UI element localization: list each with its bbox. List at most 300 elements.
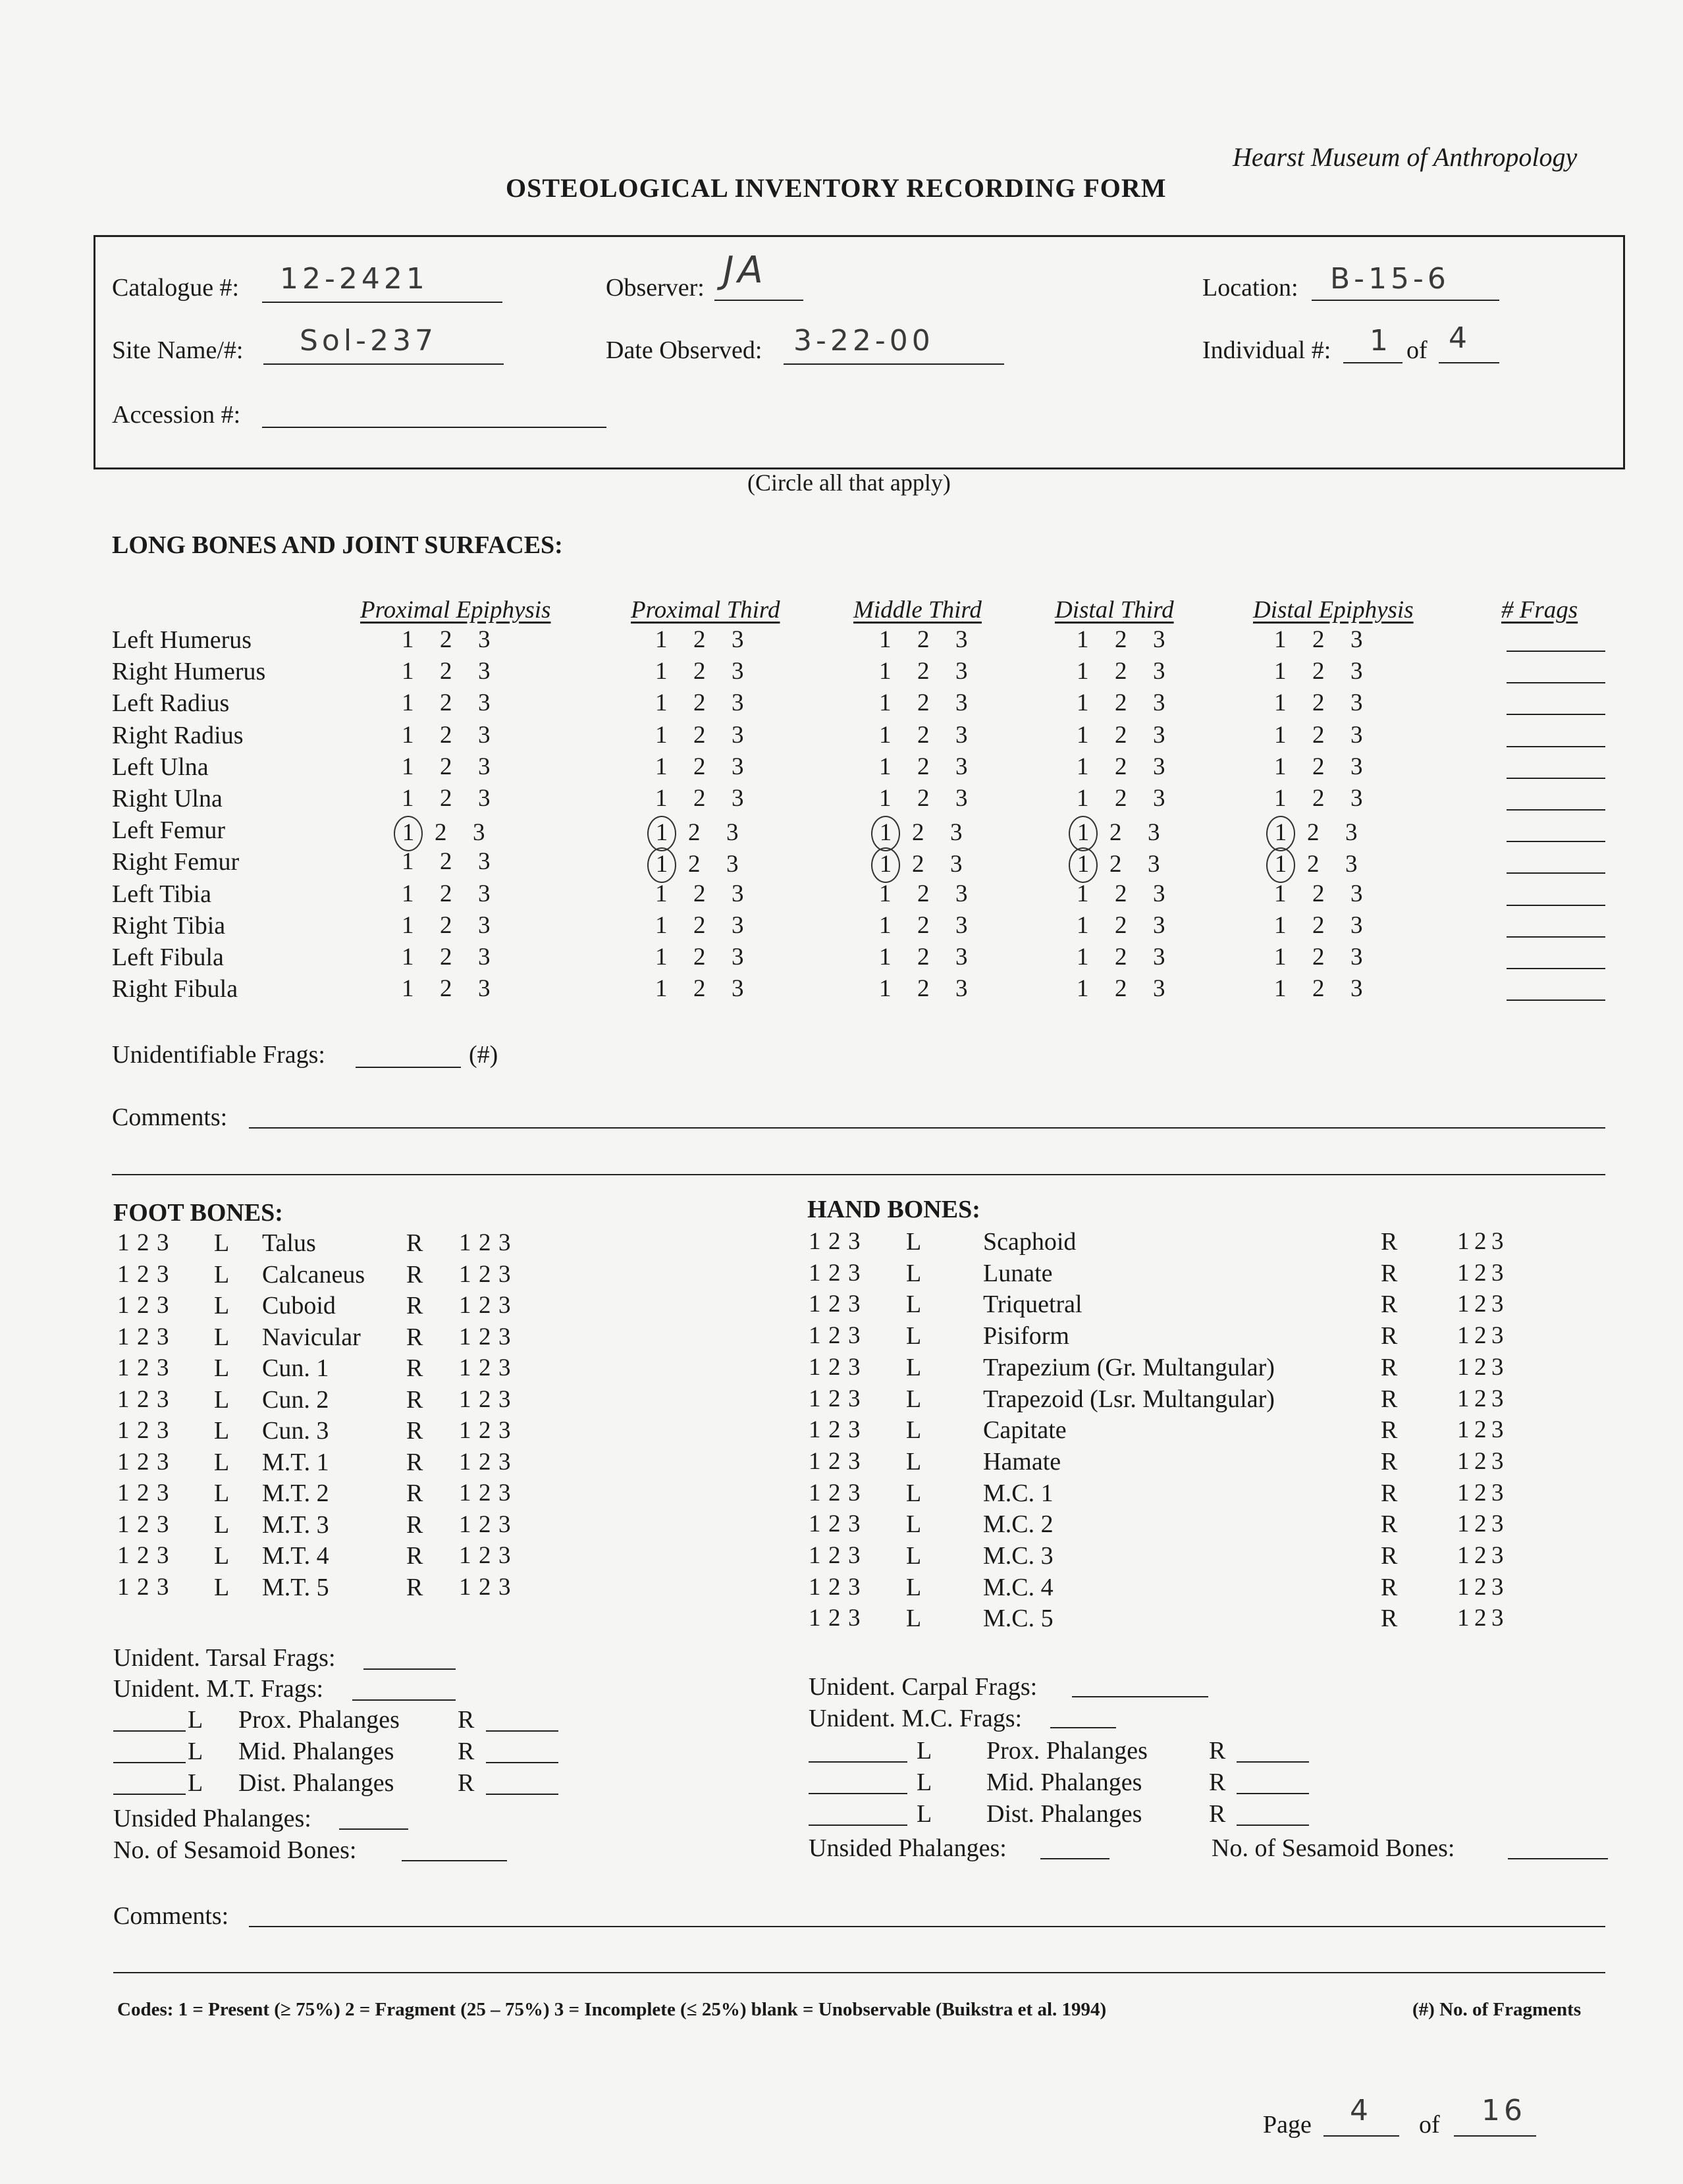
code-1[interactable]: 1 bbox=[655, 911, 668, 939]
code-2[interactable]: 2 bbox=[828, 1605, 841, 1632]
code-1[interactable]: 1 bbox=[459, 1479, 471, 1506]
code-3[interactable]: 3 bbox=[955, 975, 968, 1003]
code-2[interactable]: 2 bbox=[1312, 944, 1325, 971]
code-3[interactable]: 3 bbox=[157, 1510, 169, 1538]
foot-phal-right-field[interactable] bbox=[486, 1762, 558, 1763]
code-3[interactable]: 3 bbox=[1350, 753, 1363, 780]
code-3[interactable]: 3 bbox=[1491, 1510, 1504, 1538]
foot-left-codes[interactable] bbox=[117, 1354, 176, 1382]
code-2[interactable]: 2 bbox=[1115, 975, 1127, 1003]
code-2[interactable]: 2 bbox=[828, 1416, 841, 1444]
code-group[interactable] bbox=[1274, 943, 1389, 971]
code-3[interactable]: 3 bbox=[478, 785, 491, 812]
foot-left-codes[interactable] bbox=[117, 1260, 176, 1289]
code-1[interactable]: 1 bbox=[459, 1573, 471, 1601]
code-group[interactable] bbox=[655, 626, 770, 654]
code-3[interactable]: 3 bbox=[848, 1322, 861, 1350]
code-2[interactable]: 2 bbox=[440, 689, 452, 717]
code-1[interactable]: 1 bbox=[655, 689, 668, 717]
code-1[interactable]: 1 bbox=[1274, 626, 1287, 653]
code-1[interactable]: 1 bbox=[459, 1260, 471, 1288]
code-1[interactable]: 1 bbox=[1077, 658, 1089, 685]
frags-field[interactable] bbox=[1507, 872, 1605, 874]
code-3[interactable]: 3 bbox=[478, 975, 491, 1003]
code-group[interactable] bbox=[1274, 911, 1389, 940]
code-1[interactable]: 1 bbox=[1274, 689, 1287, 717]
foot-right-codes[interactable] bbox=[459, 1354, 518, 1382]
code-1[interactable]: 1 bbox=[1457, 1291, 1470, 1318]
code-2[interactable]: 2 bbox=[1109, 819, 1122, 847]
frags-field[interactable] bbox=[1507, 714, 1605, 715]
code-1[interactable]: 1 bbox=[809, 1416, 821, 1444]
code-2[interactable]: 2 bbox=[1474, 1228, 1487, 1255]
code-3[interactable]: 3 bbox=[157, 1354, 169, 1381]
code-1[interactable]: 1 bbox=[1274, 880, 1287, 907]
code-3[interactable]: 3 bbox=[1491, 1416, 1504, 1444]
code-3[interactable]: 3 bbox=[1153, 880, 1165, 907]
code-1[interactable]: 1 bbox=[879, 944, 892, 971]
code-1[interactable]: 1 bbox=[879, 721, 892, 749]
code-2[interactable]: 2 bbox=[479, 1542, 491, 1569]
code-2[interactable]: 2 bbox=[917, 975, 930, 1003]
code-3[interactable]: 3 bbox=[848, 1510, 861, 1538]
code-1[interactable]: 1 bbox=[1274, 721, 1287, 749]
code-3[interactable]: 3 bbox=[498, 1542, 511, 1569]
code-2[interactable]: 2 bbox=[137, 1448, 149, 1476]
code-group[interactable] bbox=[402, 626, 516, 654]
code-3[interactable]: 3 bbox=[157, 1260, 169, 1288]
code-1[interactable]: 1 bbox=[394, 816, 423, 851]
code-1[interactable]: 1 bbox=[402, 658, 414, 685]
code-3[interactable]: 3 bbox=[157, 1542, 169, 1569]
code-2[interactable]: 2 bbox=[1115, 689, 1127, 717]
code-3[interactable]: 3 bbox=[1350, 721, 1363, 749]
code-1[interactable]: 1 bbox=[402, 785, 414, 812]
code-1[interactable]: 1 bbox=[1274, 753, 1287, 780]
code-3[interactable]: 3 bbox=[157, 1417, 169, 1444]
foot-left-codes[interactable] bbox=[117, 1385, 176, 1414]
code-1[interactable]: 1 bbox=[402, 689, 414, 717]
code-2[interactable]: 2 bbox=[137, 1229, 149, 1256]
code-2[interactable]: 2 bbox=[693, 880, 706, 907]
frags-field[interactable] bbox=[1507, 905, 1605, 906]
code-2[interactable]: 2 bbox=[693, 658, 706, 685]
code-1[interactable]: 1 bbox=[1274, 658, 1287, 685]
code-3[interactable]: 3 bbox=[478, 721, 491, 749]
code-3[interactable]: 3 bbox=[478, 911, 491, 939]
code-3[interactable]: 3 bbox=[1148, 851, 1160, 878]
code-3[interactable]: 3 bbox=[955, 626, 968, 653]
code-3[interactable]: 3 bbox=[732, 658, 744, 685]
code-group[interactable] bbox=[1274, 974, 1389, 1003]
code-group[interactable] bbox=[1077, 753, 1191, 781]
code-3[interactable]: 3 bbox=[1491, 1259, 1504, 1287]
code-3[interactable]: 3 bbox=[955, 785, 968, 812]
code-3[interactable]: 3 bbox=[955, 911, 968, 939]
code-2[interactable]: 2 bbox=[828, 1322, 841, 1350]
code-group[interactable] bbox=[655, 847, 764, 883]
code-3[interactable]: 3 bbox=[1350, 944, 1363, 971]
code-3[interactable]: 3 bbox=[157, 1573, 169, 1601]
code-group[interactable] bbox=[1077, 911, 1191, 940]
code-1[interactable]: 1 bbox=[809, 1447, 821, 1475]
code-3[interactable]: 3 bbox=[1148, 819, 1160, 847]
code-1[interactable]: 1 bbox=[655, 658, 668, 685]
hand-right-codes[interactable] bbox=[1457, 1321, 1509, 1350]
hand-right-codes[interactable] bbox=[1457, 1227, 1509, 1256]
code-1[interactable]: 1 bbox=[655, 975, 668, 1003]
code-3[interactable]: 3 bbox=[848, 1573, 861, 1601]
code-3[interactable]: 3 bbox=[478, 944, 491, 971]
hand-right-codes[interactable] bbox=[1457, 1604, 1509, 1632]
code-2[interactable]: 2 bbox=[479, 1448, 491, 1476]
code-group[interactable] bbox=[1077, 689, 1191, 717]
code-1[interactable]: 1 bbox=[459, 1292, 471, 1319]
code-3[interactable]: 3 bbox=[732, 880, 744, 907]
code-1[interactable]: 1 bbox=[1457, 1542, 1470, 1569]
code-group[interactable] bbox=[402, 657, 516, 685]
code-2[interactable]: 2 bbox=[1307, 851, 1320, 878]
individual-total[interactable]: 4 bbox=[1449, 321, 1471, 355]
code-1[interactable]: 1 bbox=[117, 1323, 130, 1350]
foot-left-codes[interactable] bbox=[117, 1541, 176, 1570]
code-2[interactable]: 2 bbox=[917, 880, 930, 907]
code-1[interactable]: 1 bbox=[402, 721, 414, 749]
code-2[interactable]: 2 bbox=[1474, 1353, 1487, 1381]
code-2[interactable]: 2 bbox=[1474, 1322, 1487, 1350]
code-2[interactable]: 2 bbox=[1474, 1447, 1487, 1475]
code-3[interactable]: 3 bbox=[1153, 721, 1165, 749]
code-3[interactable]: 3 bbox=[1350, 880, 1363, 907]
code-2[interactable]: 2 bbox=[479, 1479, 491, 1506]
code-1[interactable]: 1 bbox=[459, 1448, 471, 1476]
code-2[interactable]: 2 bbox=[688, 819, 701, 847]
code-3[interactable]: 3 bbox=[848, 1542, 861, 1569]
code-1[interactable]: 1 bbox=[1077, 626, 1089, 653]
hand-right-codes[interactable] bbox=[1457, 1510, 1509, 1538]
code-1[interactable]: 1 bbox=[459, 1542, 471, 1569]
code-1[interactable]: 1 bbox=[1077, 880, 1089, 907]
code-2[interactable]: 2 bbox=[1474, 1479, 1487, 1506]
code-2[interactable]: 2 bbox=[479, 1292, 491, 1319]
code-group[interactable] bbox=[1274, 753, 1389, 781]
code-2[interactable]: 2 bbox=[1312, 975, 1325, 1003]
code-group[interactable] bbox=[402, 721, 516, 749]
code-3[interactable]: 3 bbox=[498, 1573, 511, 1601]
code-2[interactable]: 2 bbox=[440, 721, 452, 749]
code-group[interactable] bbox=[879, 626, 994, 654]
hand-phal-right-field[interactable] bbox=[1237, 1824, 1309, 1826]
code-3[interactable]: 3 bbox=[1153, 785, 1165, 812]
code-1[interactable]: 1 bbox=[459, 1354, 471, 1381]
code-2[interactable]: 2 bbox=[479, 1385, 491, 1413]
code-group[interactable] bbox=[879, 721, 994, 749]
code-1[interactable]: 1 bbox=[1457, 1228, 1470, 1255]
code-2[interactable]: 2 bbox=[693, 753, 706, 780]
code-2[interactable]: 2 bbox=[1312, 721, 1325, 749]
frags-field[interactable] bbox=[1507, 968, 1605, 969]
code-1[interactable]: 1 bbox=[809, 1542, 821, 1569]
code-2[interactable]: 2 bbox=[137, 1417, 149, 1444]
code-2[interactable]: 2 bbox=[828, 1228, 841, 1255]
code-3[interactable]: 3 bbox=[157, 1385, 169, 1413]
code-3[interactable]: 3 bbox=[1345, 819, 1358, 847]
code-1[interactable]: 1 bbox=[117, 1229, 130, 1256]
code-2[interactable]: 2 bbox=[828, 1510, 841, 1538]
code-2[interactable]: 2 bbox=[917, 911, 930, 939]
code-3[interactable]: 3 bbox=[848, 1228, 861, 1255]
foot-left-codes[interactable] bbox=[117, 1229, 176, 1257]
hand-right-codes[interactable] bbox=[1457, 1573, 1509, 1601]
code-3[interactable]: 3 bbox=[1153, 689, 1165, 717]
code-3[interactable]: 3 bbox=[478, 880, 491, 907]
location-value[interactable]: B-15-6 bbox=[1330, 262, 1450, 296]
code-1[interactable]: 1 bbox=[117, 1479, 130, 1506]
code-2[interactable]: 2 bbox=[479, 1573, 491, 1601]
code-1[interactable]: 1 bbox=[655, 944, 668, 971]
hand-left-codes[interactable] bbox=[809, 1510, 868, 1538]
code-group[interactable] bbox=[1274, 847, 1383, 883]
code-3[interactable]: 3 bbox=[726, 851, 739, 878]
code-2[interactable]: 2 bbox=[1474, 1259, 1487, 1287]
foot-right-codes[interactable] bbox=[459, 1385, 518, 1414]
code-1[interactable]: 1 bbox=[1274, 944, 1287, 971]
code-group[interactable] bbox=[1274, 657, 1389, 685]
code-2[interactable]: 2 bbox=[1115, 721, 1127, 749]
foot-right-codes[interactable] bbox=[459, 1291, 518, 1319]
code-1[interactable]: 1 bbox=[1077, 689, 1089, 717]
code-1[interactable]: 1 bbox=[117, 1417, 130, 1444]
code-group[interactable] bbox=[1077, 816, 1186, 851]
code-2[interactable]: 2 bbox=[828, 1479, 841, 1506]
code-2[interactable]: 2 bbox=[1474, 1510, 1487, 1538]
code-3[interactable]: 3 bbox=[955, 944, 968, 971]
hand-left-codes[interactable] bbox=[809, 1259, 868, 1287]
code-1[interactable]: 1 bbox=[1457, 1479, 1470, 1506]
code-1[interactable]: 1 bbox=[1077, 911, 1089, 939]
code-1[interactable]: 1 bbox=[871, 847, 900, 883]
code-3[interactable]: 3 bbox=[1153, 975, 1165, 1003]
code-2[interactable]: 2 bbox=[917, 658, 930, 685]
code-1[interactable]: 1 bbox=[1457, 1353, 1470, 1381]
code-group[interactable] bbox=[879, 974, 994, 1003]
hand-left-codes[interactable] bbox=[809, 1447, 868, 1476]
hand-right-codes[interactable] bbox=[1457, 1353, 1509, 1381]
code-2[interactable]: 2 bbox=[137, 1323, 149, 1350]
foot-right-codes[interactable] bbox=[459, 1541, 518, 1570]
code-group[interactable] bbox=[655, 657, 770, 685]
code-2[interactable]: 2 bbox=[1307, 819, 1320, 847]
code-2[interactable]: 2 bbox=[137, 1385, 149, 1413]
foot-phal-right-field[interactable] bbox=[486, 1730, 558, 1732]
code-1[interactable]: 1 bbox=[655, 721, 668, 749]
hand-right-codes[interactable] bbox=[1457, 1447, 1509, 1476]
code-1[interactable]: 1 bbox=[879, 689, 892, 717]
code-1[interactable]: 1 bbox=[647, 816, 676, 851]
code-3[interactable]: 3 bbox=[498, 1479, 511, 1506]
code-1[interactable]: 1 bbox=[879, 911, 892, 939]
code-1[interactable]: 1 bbox=[117, 1510, 130, 1538]
code-3[interactable]: 3 bbox=[732, 944, 744, 971]
code-3[interactable]: 3 bbox=[848, 1479, 861, 1506]
code-1[interactable]: 1 bbox=[459, 1385, 471, 1413]
code-2[interactable]: 2 bbox=[1474, 1385, 1487, 1412]
code-group[interactable] bbox=[1077, 721, 1191, 749]
code-2[interactable]: 2 bbox=[917, 721, 930, 749]
code-1[interactable]: 1 bbox=[459, 1229, 471, 1256]
code-3[interactable]: 3 bbox=[1491, 1542, 1504, 1569]
code-group[interactable] bbox=[402, 753, 516, 781]
code-1[interactable]: 1 bbox=[1457, 1573, 1470, 1601]
code-2[interactable]: 2 bbox=[137, 1510, 149, 1538]
code-1[interactable]: 1 bbox=[879, 626, 892, 653]
foot-right-codes[interactable] bbox=[459, 1416, 518, 1445]
hand-left-codes[interactable] bbox=[809, 1541, 868, 1570]
code-2[interactable]: 2 bbox=[828, 1353, 841, 1381]
code-2[interactable]: 2 bbox=[828, 1573, 841, 1601]
code-1[interactable]: 1 bbox=[1069, 847, 1098, 883]
code-1[interactable]: 1 bbox=[809, 1259, 821, 1287]
code-1[interactable]: 1 bbox=[402, 626, 414, 653]
hand-phal-left-field[interactable] bbox=[809, 1824, 907, 1826]
code-3[interactable]: 3 bbox=[478, 848, 491, 876]
foot-left-codes[interactable] bbox=[117, 1573, 176, 1601]
code-1[interactable]: 1 bbox=[871, 816, 900, 851]
code-2[interactable]: 2 bbox=[1115, 658, 1127, 685]
code-2[interactable]: 2 bbox=[693, 626, 706, 653]
code-2[interactable]: 2 bbox=[137, 1354, 149, 1381]
code-2[interactable]: 2 bbox=[828, 1259, 841, 1287]
code-3[interactable]: 3 bbox=[955, 658, 968, 685]
code-2[interactable]: 2 bbox=[1312, 785, 1325, 812]
code-1[interactable]: 1 bbox=[809, 1573, 821, 1601]
code-3[interactable]: 3 bbox=[1350, 911, 1363, 939]
foot-right-codes[interactable] bbox=[459, 1323, 518, 1351]
code-1[interactable]: 1 bbox=[809, 1385, 821, 1412]
code-2[interactable]: 2 bbox=[440, 944, 452, 971]
hand-phal-left-field[interactable] bbox=[809, 1793, 907, 1794]
code-3[interactable]: 3 bbox=[157, 1323, 169, 1350]
code-2[interactable]: 2 bbox=[828, 1447, 841, 1475]
code-3[interactable]: 3 bbox=[1350, 689, 1363, 717]
code-3[interactable]: 3 bbox=[1491, 1291, 1504, 1318]
code-group[interactable] bbox=[879, 847, 988, 883]
code-1[interactable]: 1 bbox=[459, 1323, 471, 1350]
date-value[interactable]: 3-22-00 bbox=[793, 324, 934, 358]
code-3[interactable]: 3 bbox=[1153, 911, 1165, 939]
code-group[interactable] bbox=[1274, 816, 1383, 851]
hand-left-codes[interactable] bbox=[809, 1604, 868, 1632]
page-number[interactable]: 4 bbox=[1350, 2094, 1372, 2127]
code-1[interactable]: 1 bbox=[402, 975, 414, 1003]
frags-field[interactable] bbox=[1507, 936, 1605, 938]
code-group[interactable] bbox=[879, 784, 994, 812]
code-1[interactable]: 1 bbox=[809, 1291, 821, 1318]
code-2[interactable]: 2 bbox=[828, 1291, 841, 1318]
code-3[interactable]: 3 bbox=[478, 753, 491, 780]
hand-left-codes[interactable] bbox=[809, 1479, 868, 1507]
code-3[interactable]: 3 bbox=[1153, 944, 1165, 971]
code-2[interactable]: 2 bbox=[440, 753, 452, 780]
code-group[interactable] bbox=[655, 784, 770, 812]
code-2[interactable]: 2 bbox=[917, 753, 930, 780]
code-1[interactable]: 1 bbox=[459, 1510, 471, 1538]
hand-phal-right-field[interactable] bbox=[1237, 1793, 1309, 1794]
code-1[interactable]: 1 bbox=[809, 1605, 821, 1632]
code-1[interactable]: 1 bbox=[402, 880, 414, 907]
code-1[interactable]: 1 bbox=[879, 880, 892, 907]
code-3[interactable]: 3 bbox=[848, 1605, 861, 1632]
frags-field[interactable] bbox=[1507, 778, 1605, 779]
frags-field[interactable] bbox=[1507, 841, 1605, 842]
code-2[interactable]: 2 bbox=[917, 944, 930, 971]
code-1[interactable]: 1 bbox=[809, 1479, 821, 1506]
code-group[interactable] bbox=[1077, 626, 1191, 654]
code-group[interactable] bbox=[1077, 880, 1191, 908]
foot-phal-left-field[interactable] bbox=[113, 1762, 186, 1763]
hand-right-codes[interactable] bbox=[1457, 1541, 1509, 1570]
code-3[interactable]: 3 bbox=[955, 880, 968, 907]
code-1[interactable]: 1 bbox=[1069, 816, 1098, 851]
code-2[interactable]: 2 bbox=[693, 911, 706, 939]
code-3[interactable]: 3 bbox=[732, 911, 744, 939]
hand-phal-left-field[interactable] bbox=[809, 1761, 907, 1763]
code-3[interactable]: 3 bbox=[157, 1479, 169, 1506]
foot-left-codes[interactable] bbox=[117, 1479, 176, 1507]
code-1[interactable]: 1 bbox=[1077, 785, 1089, 812]
code-3[interactable]: 3 bbox=[1491, 1228, 1504, 1255]
code-1[interactable]: 1 bbox=[1077, 975, 1089, 1003]
code-group[interactable] bbox=[879, 816, 988, 851]
code-1[interactable]: 1 bbox=[655, 753, 668, 780]
code-1[interactable]: 1 bbox=[117, 1354, 130, 1381]
code-3[interactable]: 3 bbox=[478, 689, 491, 717]
code-3[interactable]: 3 bbox=[1491, 1479, 1504, 1506]
code-1[interactable]: 1 bbox=[1077, 944, 1089, 971]
code-group[interactable] bbox=[655, 911, 770, 940]
code-2[interactable]: 2 bbox=[1474, 1542, 1487, 1569]
code-group[interactable] bbox=[402, 974, 516, 1003]
code-3[interactable]: 3 bbox=[157, 1448, 169, 1476]
code-group[interactable] bbox=[655, 816, 764, 851]
code-2[interactable]: 2 bbox=[1312, 658, 1325, 685]
code-2[interactable]: 2 bbox=[1474, 1416, 1487, 1444]
code-2[interactable]: 2 bbox=[137, 1573, 149, 1601]
foot-phal-right-field[interactable] bbox=[486, 1794, 558, 1795]
code-3[interactable]: 3 bbox=[157, 1229, 169, 1256]
code-3[interactable]: 3 bbox=[498, 1510, 511, 1538]
code-group[interactable] bbox=[1274, 880, 1389, 908]
code-2[interactable]: 2 bbox=[693, 944, 706, 971]
code-group[interactable] bbox=[1274, 721, 1389, 749]
code-3[interactable]: 3 bbox=[955, 753, 968, 780]
code-2[interactable]: 2 bbox=[917, 689, 930, 717]
foot-right-codes[interactable] bbox=[459, 1510, 518, 1539]
code-group[interactable] bbox=[1274, 784, 1389, 812]
code-1[interactable]: 1 bbox=[1457, 1605, 1470, 1632]
code-3[interactable]: 3 bbox=[732, 753, 744, 780]
code-3[interactable]: 3 bbox=[498, 1385, 511, 1413]
code-group[interactable] bbox=[402, 689, 516, 717]
code-1[interactable]: 1 bbox=[402, 753, 414, 780]
code-2[interactable]: 2 bbox=[479, 1510, 491, 1538]
code-1[interactable]: 1 bbox=[655, 880, 668, 907]
foot-left-codes[interactable] bbox=[117, 1448, 176, 1476]
code-3[interactable]: 3 bbox=[1350, 626, 1363, 653]
code-2[interactable]: 2 bbox=[1474, 1605, 1487, 1632]
code-3[interactable]: 3 bbox=[848, 1416, 861, 1444]
code-3[interactable]: 3 bbox=[848, 1291, 861, 1318]
